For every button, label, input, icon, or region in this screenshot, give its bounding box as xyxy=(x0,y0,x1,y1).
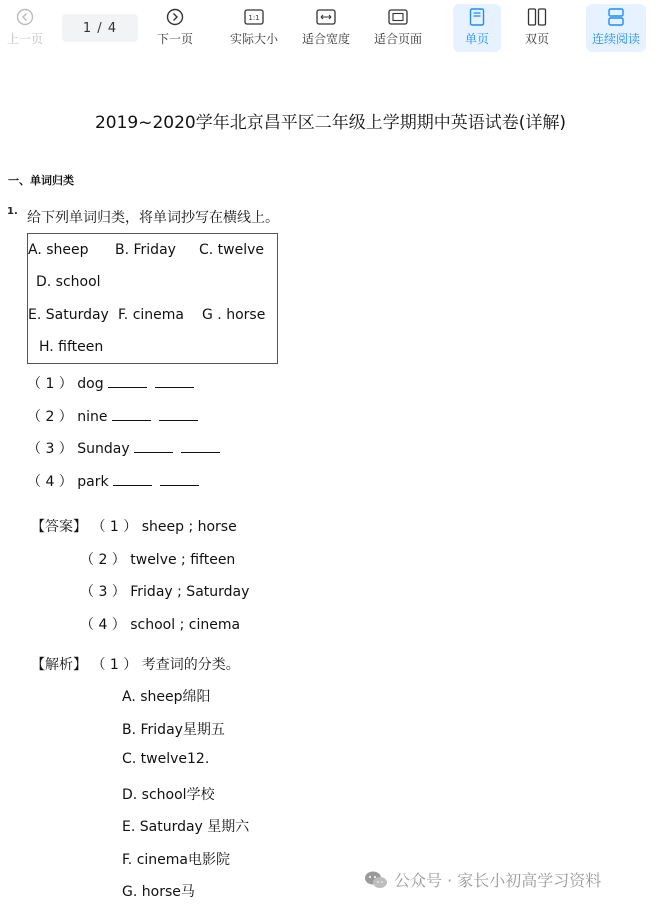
blank-word: park xyxy=(77,474,109,490)
option-e: E. Saturday xyxy=(28,307,109,323)
document-title: 2019~2020学年北京昌平区二年级上学期期中英语试卷(详解) xyxy=(94,113,567,133)
fit-page-icon xyxy=(388,4,408,30)
next-page-label: 下一页 xyxy=(156,32,193,46)
answer-blank xyxy=(134,441,173,453)
fit-width-icon xyxy=(316,4,336,30)
option-f: F. cinema xyxy=(118,307,184,323)
actual-size-label: 实际大小 xyxy=(229,32,278,46)
blank-word: Sunday xyxy=(77,441,130,457)
single-page-label: 单页 xyxy=(464,32,489,46)
fit-page-label: 适合页面 xyxy=(373,32,422,46)
svg-text:1:1: 1:1 xyxy=(248,14,260,22)
fill-blank-2 xyxy=(27,406,198,426)
fill-blank-1 xyxy=(27,373,194,393)
wechat-icon xyxy=(364,870,388,890)
analysis-section xyxy=(31,654,240,674)
answer-item: （ 1 ） sheep ; horse xyxy=(91,519,237,535)
analysis-label: 【解析】 xyxy=(31,657,87,673)
analysis-item: B. Friday星期五 xyxy=(122,722,225,738)
continuous-reading-label: 连续阅读 xyxy=(591,32,640,46)
question-text: 给下列单词归类，将单词抄写在横线上。 xyxy=(27,210,279,226)
option-h: H. fifteen xyxy=(39,339,104,355)
answer-item: （ 3 ） Friday ; Saturday xyxy=(80,584,250,600)
watermark-text: 公众号 · 家长小初高学习资料 xyxy=(394,871,602,890)
answer-blank xyxy=(181,441,220,453)
blank-number: （ 2 ） xyxy=(27,409,73,425)
page-indicator[interactable] xyxy=(62,14,138,42)
blank-word: dog xyxy=(77,376,104,392)
actual-size-icon xyxy=(244,4,264,30)
continuous-reading-icon xyxy=(607,4,625,30)
option-d: D. school xyxy=(36,274,101,290)
blank-word: nine xyxy=(77,409,108,425)
double-page-icon xyxy=(527,4,547,30)
section-heading: 一、单词归类 xyxy=(8,174,74,187)
analysis-intro: （ 1 ） 考查词的分类。 xyxy=(91,657,240,673)
answer-blank xyxy=(108,376,147,388)
single-page-icon xyxy=(469,4,485,30)
current-page: 1 xyxy=(82,20,93,36)
analysis-item: A. sheep绵阳 xyxy=(122,689,211,705)
question-number: 1. xyxy=(7,206,18,217)
blank-number: （ 4 ） xyxy=(27,474,73,490)
fit-width-label: 适合宽度 xyxy=(301,32,350,46)
option-a: A. sheep xyxy=(28,242,89,258)
double-page-label: 双页 xyxy=(524,32,549,46)
actual-size-button[interactable] xyxy=(226,4,282,52)
answer-section xyxy=(31,516,237,536)
arrow-right-circle-icon xyxy=(166,4,184,30)
answer-blank xyxy=(159,409,198,421)
answer-item: （ 2 ） twelve ; fifteen xyxy=(80,552,236,568)
single-page-button[interactable] xyxy=(453,4,501,52)
analysis-item: E. Saturday 星期六 xyxy=(122,819,250,835)
prev-page-label: 上一页 xyxy=(6,32,43,46)
watermark xyxy=(364,868,601,891)
fit-page-button[interactable] xyxy=(370,4,426,52)
pdf-toolbar xyxy=(0,0,661,56)
analysis-item: G. horse马 xyxy=(122,884,195,900)
double-page-button[interactable] xyxy=(515,4,559,52)
analysis-item: D. school学校 xyxy=(122,787,215,803)
answer-item: （ 4 ） school ; cinema xyxy=(80,617,241,633)
options-box xyxy=(27,233,278,364)
fill-blank-3 xyxy=(27,438,220,458)
blank-number: （ 1 ） xyxy=(27,376,73,392)
answer-blank xyxy=(155,376,194,388)
next-page-button[interactable] xyxy=(152,4,198,52)
total-pages: 4 xyxy=(107,20,118,36)
blank-number: （ 3 ） xyxy=(27,441,73,457)
answer-blank xyxy=(112,409,151,421)
continuous-reading-button[interactable] xyxy=(586,4,646,52)
page-separator: / xyxy=(92,20,108,36)
analysis-item: F. cinema电影院 xyxy=(122,852,230,868)
fill-blank-4 xyxy=(27,471,199,491)
answer-blank xyxy=(160,474,199,486)
analysis-item: C. twelve12. xyxy=(122,751,210,767)
option-c: C. twelve xyxy=(199,242,265,258)
option-b: B. Friday xyxy=(115,242,176,258)
answer-blank xyxy=(113,474,152,486)
fit-width-button[interactable] xyxy=(298,4,354,52)
option-g: G . horse xyxy=(202,307,266,323)
prev-page-button[interactable] xyxy=(4,4,46,52)
answer-label: 【答案】 xyxy=(31,519,87,535)
arrow-left-circle-icon xyxy=(16,4,34,30)
